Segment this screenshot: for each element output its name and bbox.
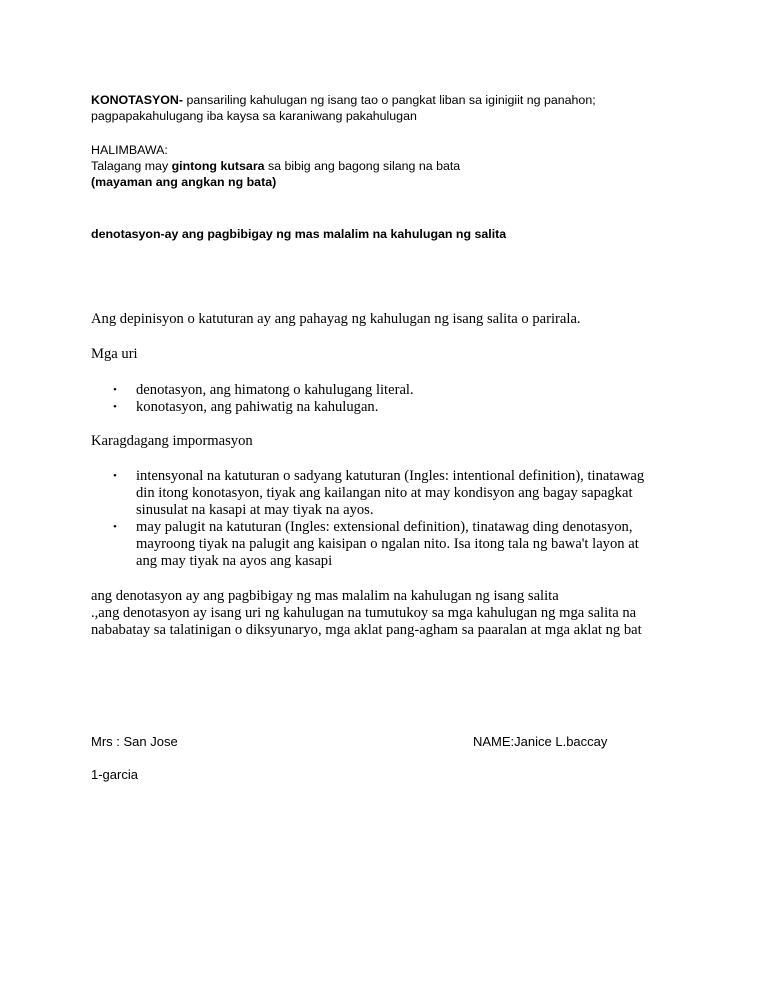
closing-line: ang denotasyon ay ang pagbibigay ng mas malalim na kahulugan ng isang salita bbox=[91, 588, 559, 604]
konotasyon-definition bbox=[91, 92, 681, 124]
closing-paragraph bbox=[91, 588, 681, 639]
list-item-line: ang may tiyak na ayos ang kasapi bbox=[136, 553, 333, 569]
bullet-icon: • bbox=[113, 384, 117, 396]
halimbawa-sentence-after: sa bibig ang bagong silang na bata bbox=[264, 159, 461, 173]
section-name: 1-garcia bbox=[91, 767, 138, 782]
list-item bbox=[91, 519, 681, 570]
karagdagang-list bbox=[91, 468, 681, 570]
bullet-icon: • bbox=[113, 470, 117, 482]
bullet-icon: • bbox=[113, 521, 117, 533]
list-item-line: sinusulat na kasapi at may tiyak na ayos. bbox=[136, 502, 374, 518]
list-item bbox=[91, 468, 681, 519]
mga-uri-heading: Mga uri bbox=[91, 346, 138, 362]
konotasyon-definition-text: pansariling kahulugan ng isang tao o pangkat liban sa iginigiit ng panahon; bbox=[183, 93, 596, 107]
list-item-line: mayroong tiyak na palugit ang kaisipan o ngalan nito. Isa itong tala ng bawa't layon at bbox=[136, 536, 639, 552]
list-item-line: din itong konotasyon, tiyak ang kailangan nito at may kondisyon ang bagay sapagkat bbox=[136, 485, 633, 501]
list-item bbox=[91, 382, 681, 399]
list-item bbox=[91, 399, 681, 416]
list-item-line: intensyonal na katuturan o sadyang katuturan (Ingles: intentional definition), tinatawag bbox=[136, 468, 645, 484]
halimbawa-section bbox=[91, 142, 681, 190]
mga-uri-list bbox=[91, 382, 681, 416]
denotasyon-heading: denotasyon-ay ang pagbibigay ng mas malalim na kahulugan ng salita bbox=[91, 227, 507, 241]
halimbawa-sentence-before: Talagang may bbox=[91, 159, 172, 173]
list-item-text: denotasyon, ang himatong o kahulugang literal. bbox=[136, 382, 414, 398]
halimbawa-meaning: (mayaman ang angkan ng bata) bbox=[91, 175, 277, 189]
konotasyon-term: KONOTASYON- bbox=[91, 93, 184, 107]
teacher-name: Mrs : San Jose bbox=[91, 734, 178, 749]
list-item-text: konotasyon, ang pahiwatig na kahulugan. bbox=[136, 399, 379, 415]
halimbawa-heading: HALIMBAWA: bbox=[91, 143, 168, 157]
closing-line: nababatay sa talatinigan o diksyunaryo, mga aklat pang-agham sa paaralan at mga aklat ng bat bbox=[91, 622, 642, 638]
karagdagang-heading: Karagdagang impormasyon bbox=[91, 433, 253, 449]
bullet-icon: • bbox=[113, 401, 117, 413]
halimbawa-sentence-bold: gintong kutsara bbox=[171, 159, 265, 173]
halimbawa-sentence bbox=[91, 158, 681, 174]
list-item-line: may palugit na katuturan (Ingles: extensional definition), tinatawag ding denotasyon, bbox=[136, 519, 633, 535]
intro-paragraph: Ang depinisyon o katuturan ay ang pahayag ng kahulugan ng isang salita o parirala. bbox=[91, 311, 581, 327]
student-name: NAME:Janice L.baccay bbox=[473, 734, 608, 749]
konotasyon-line-2: pagpapakahulugang iba kaysa sa karaniwang pakahulugan bbox=[91, 109, 417, 123]
konotasyon-line-1 bbox=[91, 92, 681, 108]
closing-line: .,ang denotasyon ay isang uri ng kahulugan na tumutukoy sa mga kahulugan ng mga salita na bbox=[91, 605, 637, 621]
